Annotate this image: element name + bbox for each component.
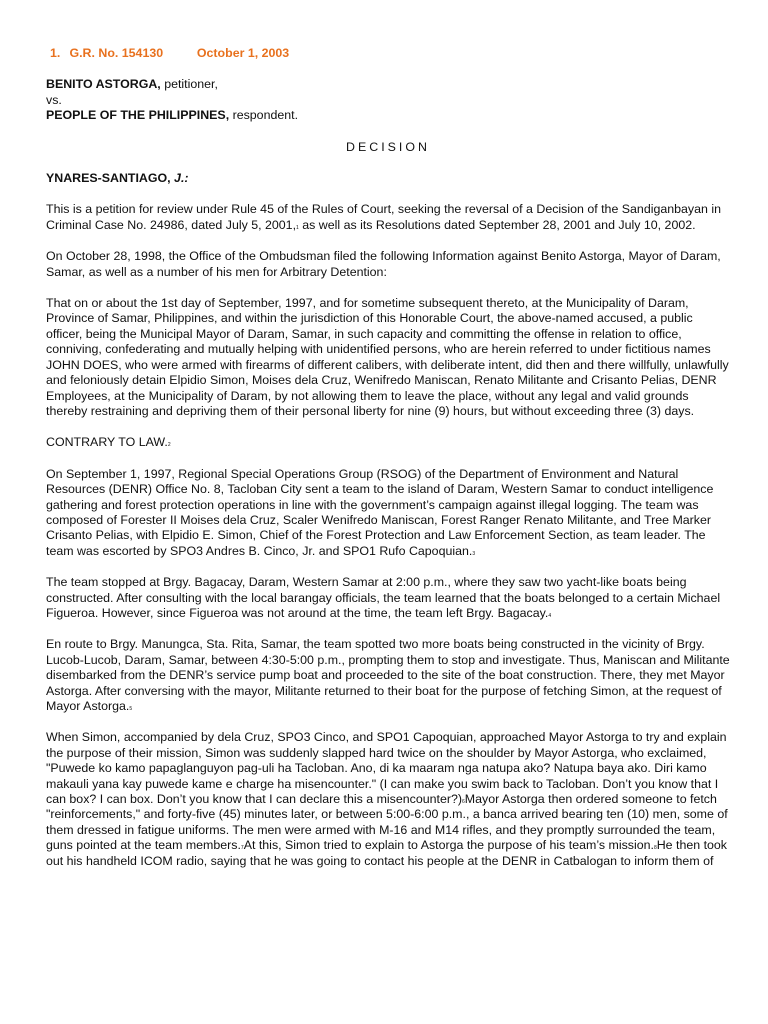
parties-block [46, 77, 730, 123]
paragraph-7 [46, 637, 730, 714]
paragraph-1 [46, 202, 730, 233]
gr-number: G.R. No. 154130 [69, 46, 164, 60]
footnote-ref[interactable]: 8 [653, 845, 657, 852]
case-number: 1. [50, 46, 61, 60]
paragraph-text: En route to Brgy. Manungca, Sta. Rita, Samar, the team spotted two more boats being constructed in the vicinity of Brgy. Lucob-Lucob, Daram, Samar, between 4:30-5:00 p.m., prompting them to stop and investigate. Thus, Maniscan and Militante disembarked from the DENR’s service pump boat and proceeded to the site of the boat construction. There, they met Mayor Astorga. After conversing with the mayor, Militante returned to their boat for the purpose of fetching Simon, at the request of Mayor Astorga. [46, 637, 730, 713]
document-page [46, 46, 730, 885]
paragraph-8 [46, 730, 730, 869]
respondent-name: PEOPLE OF THE PHILIPPINES, [46, 108, 230, 123]
footnote-ref[interactable]: 7 [240, 845, 244, 852]
paragraph-text: At this, Simon tried to explain to Astorga the purpose of his team’s mission. [243, 838, 654, 853]
paragraph-2: On October 28, 1998, the Office of the Ombudsman filed the following Information against Benito Astorga, Mayor of Daram, Samar, as well as a number of his men for Arbitrary Detention: [46, 249, 721, 279]
footnote-ref[interactable]: 5 [129, 706, 133, 712]
footnote-ref[interactable]: 6 [462, 799, 465, 806]
paragraph-text: The team stopped at Brgy. Bagacay, Daram, Western Samar at 2:00 p.m., where they saw two yacht-like boats being constructed. After consulting with the local barangay officials, the team learned that the boats belonged to a certain Michael Figueroa. However, since Figueroa was not around at the time, the team left Brgy. Bagacay. [46, 575, 721, 620]
decision-date: October 1, 2003 [196, 46, 290, 60]
footnote-ref[interactable]: 2 [167, 442, 171, 449]
petitioner-name: BENITO ASTORGA, [46, 77, 161, 92]
paragraph-text: He then took out his handheld ICOM radio, saying that he was going to contact his people at the DENR in Catbalogan to inform them of [46, 838, 727, 868]
footnote-ref[interactable]: 4 [548, 612, 552, 619]
paragraph-5 [46, 467, 730, 559]
ponente-suffix: J.: [174, 171, 189, 186]
ponente [46, 171, 730, 186]
paragraph-text: as well as its Resolutions dated September 28, 2001 and July 10, 2002. [298, 217, 696, 232]
petitioner-line [46, 77, 730, 92]
respondent-line [46, 108, 730, 123]
versus-line: vs. [46, 92, 62, 107]
paragraph-text: Mayor Astorga then ordered someone to fetch "reinforcements," and forty-five (45) minutes later, or between 5:00-6:00 p.m., a banca arrived bearing ten (10) men, some of them dressed in fatigue uniforms. The men were armed with M-16 and M14 rifles, and they promptly surrounded the team, guns pointed at the team members. [46, 792, 728, 853]
footnote-ref[interactable]: 1 [296, 224, 299, 231]
footnote-ref[interactable]: 3 [472, 550, 476, 557]
petitioner-role: petitioner, [160, 77, 218, 92]
paragraph-3-information: That on or about the 1st day of September, 1997, and for sometime subsequent thereto, at the Municipality of Daram, Province of Samar, Philippines, and within the jurisdiction of this Honorable Court, the above-named accused, a public officer, being the Municipal Mayor of Daram, Samar, in such capacity and committing the offense in relation to office, conniving, confederating and mutually helping with unidentified persons, who are herein referred to under fictitious names JOHN DOES, who were armed with firearms of different calibers, with deliberate intent, did then and there willfully, unlawfully and feloniously detain Elpidio Simon, Moises dela Cruz, Wenifredo Maniscan, Renato Militante and Crisanto Pelias, DENR Employees, at the Municipality of Daram, by not allowing them to leave the place, without any legal and valid grounds thereby restraining and depriving them of their personal liberty for nine (9) hours, but without exceeding three (3) days. [46, 296, 729, 418]
case-header [50, 46, 730, 61]
paragraph-text: This is a petition for review under Rule 45 of the Rules of Court, seeking the reversal of a Decision of the Sandiganbayan in Criminal Case No. 24986, dated July 5, 2001, [46, 202, 721, 232]
paragraph-6 [46, 575, 730, 621]
paragraph-text: CONTRARY TO LAW. [46, 435, 168, 450]
ponente-name: YNARES-SANTIAGO, [46, 171, 175, 186]
paragraph-text: When Simon, accompanied by dela Cruz, SPO3 Cinco, and SPO1 Capoquian, approached Mayor Astorga to try and explain the purpose of their mission, Simon was suddenly slapped hard twice on the shoulder by Mayor Astorga, who exclaimed, "Puwede ko kamo papaglanguyon pag-uli ha Tacloban. Ano, di ka maaram nga natupa ako? Natupa baya ako. Diri kamo makauli yana kay puwede kame e charge ha misencounter." (I can make you swim back to Tacloban. Don’t you know that I can box? I can box. Don’t you know that I can declare this a misencounter?) [46, 730, 727, 807]
paragraph-text: On September 1, 1997, Regional Special Operations Group (RSOG) of the Department of Environment and Natural Resources (DENR) Office No. 8, Tacloban City sent a team to the island of Daram, Western Samar to conduct intelligence gathering and forest protection operations in line with the government’s campaign against illegal logging. The team was composed of Forester II Moises dela Cruz, Scaler Wenifredo Maniscan, Forest Ranger Renato Militante, and Tree Marker Crisanto Pelias, with Elpidio E. Simon, Chief of the Forest Protection and Law Enforcement Section, as team leader. The team was escorted by SPO3 Andres B. Cinco, Jr. and SPO1 Rufo Capoquian. [46, 466, 714, 558]
decision-title: DECISION [346, 139, 430, 154]
paragraph-4-contrary [46, 435, 730, 450]
respondent-role: respondent. [229, 108, 299, 123]
